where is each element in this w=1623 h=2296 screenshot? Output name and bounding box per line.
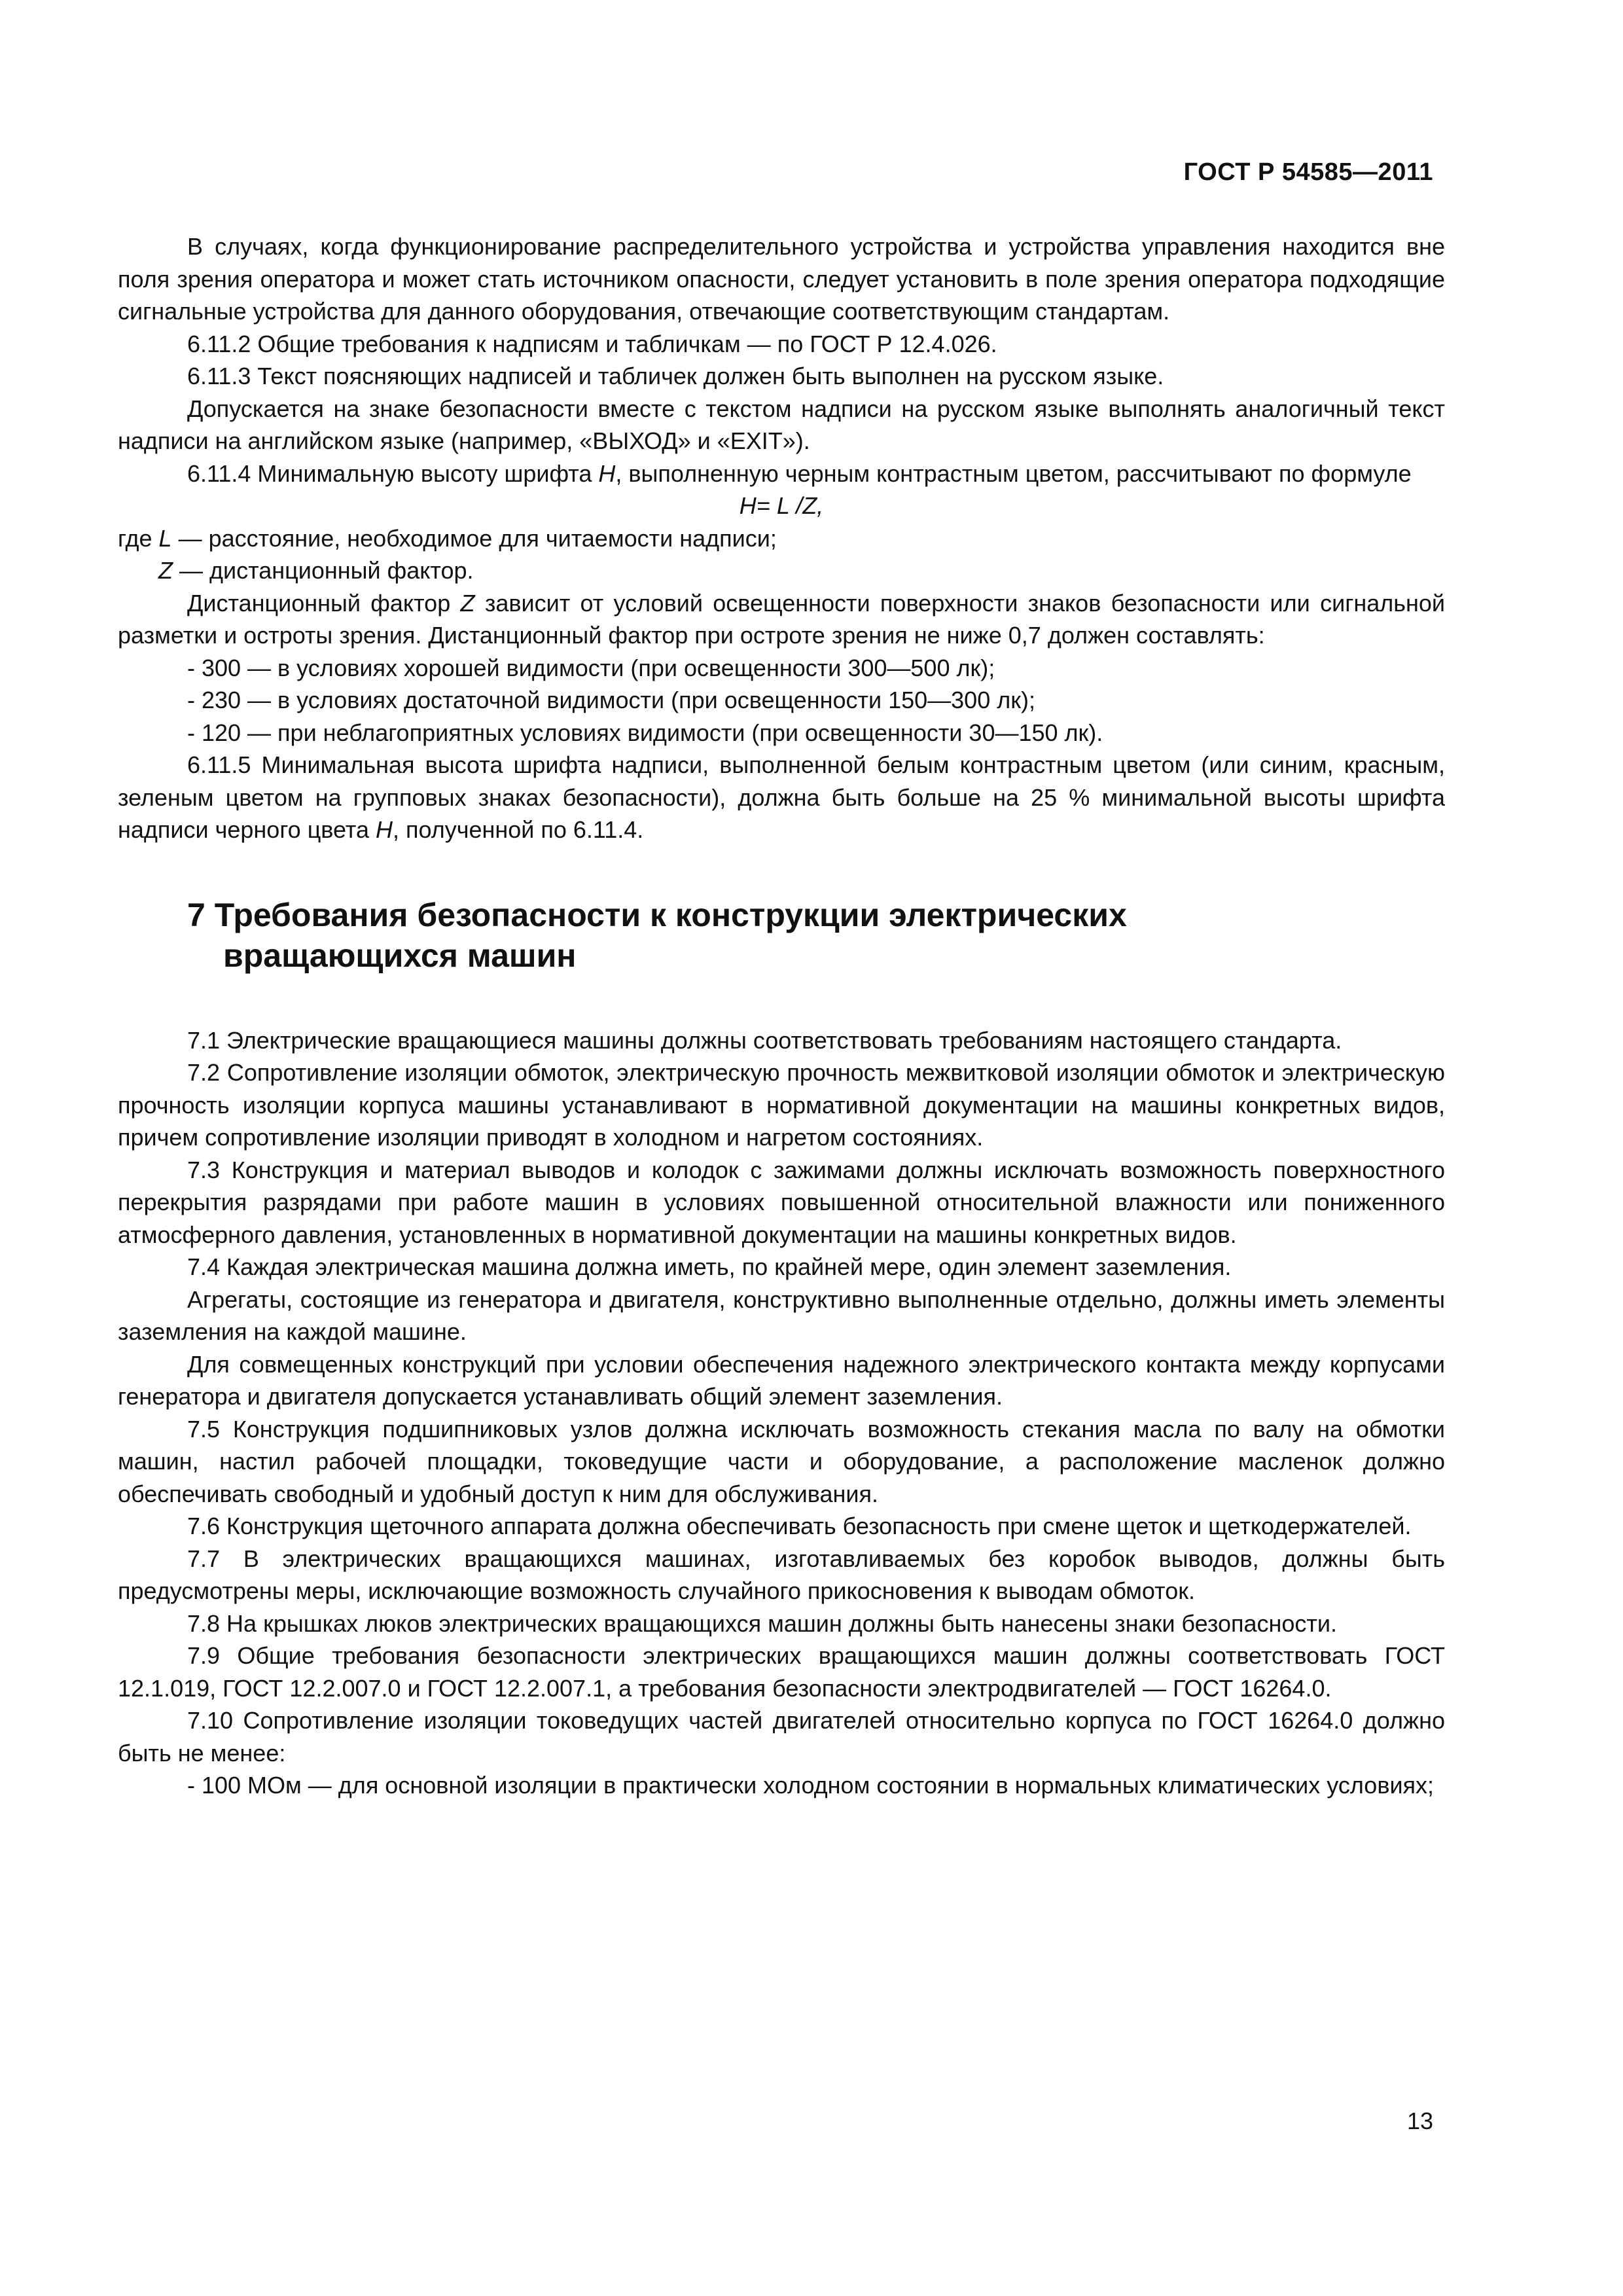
paragraph-english-text-allowance: Допускается на знаке безопасности вместе с текстом надписи на русском языке выполнять аналогичный текст надписи на английском языке (например, «ВЫХОД» и «EXIT»). xyxy=(118,395,1445,454)
paragraph-7-6: 7.6 Конструкция щеточного аппарата должна обеспечивать безопасность при смене щеток и щеткодержателей. xyxy=(187,1513,1412,1539)
paragraph-6-11-2: 6.11.2 Общие требования к надписям и табличкам — по ГОСТ Р 12.4.026. xyxy=(187,330,997,357)
text-run: 6.11.4 Минимальную высоту шрифта xyxy=(187,459,599,487)
page-number: 13 xyxy=(1406,2108,1433,2134)
paragraph-7-10: 7.10 Сопротивление изоляции токоведущих частей двигателей относительно корпуса по ГОСТ 16264.0 должно быть не менее: xyxy=(118,1707,1445,1767)
where-line-l xyxy=(118,522,1445,555)
paragraph-aggregates: Агрегаты, состоящие из генератора и двигателя, конструктивно выполненные отдельно, должны иметь элементы заземления на каждой машине. xyxy=(118,1285,1445,1345)
where-line-z xyxy=(118,554,1445,587)
text-run: зависит от условий освещенности поверхности знаков безопасности или сигнальной разметки и остроты зрения. Дистанционный фактор при остроте зрения не ниже 0,7 должен составлять: xyxy=(118,589,1445,649)
variable-z: Z xyxy=(158,557,173,584)
text-run: — расстояние, необходимое для читаемости надписи; xyxy=(171,524,777,552)
list-item: - 230 — в условиях достаточной видимости (при освещенности 150—300 лк); xyxy=(187,687,1035,713)
paragraph-signal-devices: В случаях, когда функционирование распределительного устройства и устройства управления находится вне поля зрения оператора и может стать источником опасности, следует установить в поле зрения оператора подходящие сигнальные устройства для данного оборудования, отвечающие соответствующим стандартам. xyxy=(118,233,1445,325)
list-item: - 300 — в условиях хорошей видимости (при освещенности 300—500 лк); xyxy=(187,654,995,681)
paragraph-6-11-5 xyxy=(118,749,1445,846)
variable-h: H xyxy=(598,459,616,487)
paragraph-7-7: 7.7 В электрических вращающихся машинах, изготавливаемых без коробок выводов, должны быть предусмотрены меры, исключающие возможность случайного прикосновения к выводам обмоток. xyxy=(118,1545,1445,1604)
paragraph-7-1: 7.1 Электрические вращающиеся машины должны соответствовать требованиям настоящего стандарта. xyxy=(187,1026,1342,1054)
paragraph-distance-factor xyxy=(118,587,1445,652)
paragraph-combined-constructions: Для совмещенных конструкций при условии обеспечения надежного электрического контакта между корпусами генератора и двигателя допускается устанавливать общий элемент заземления. xyxy=(118,1350,1445,1410)
paragraph-7-5: 7.5 Конструкция подшипниковых узлов должна исключать возможность стекания масла по валу на обмотки машин, настил рабочей площадки, токоведущие части и оборудование, а расположение масленок должно обеспечивать свободный и удобный доступ к ним для обслуживания. xyxy=(118,1415,1445,1507)
heading-line: 7 Требования безопасности к конструкции электрических xyxy=(187,896,1127,933)
text-run: , выполненную черным контрастным цветом, рассчитывают по формуле xyxy=(615,459,1412,487)
paragraph-6-11-3: 6.11.3 Текст поясняющих надписей и табличек должен быть выполнен на русском языке. xyxy=(187,363,1164,389)
standard-header: ГОСТ Р 54585—2011 xyxy=(1183,158,1433,186)
heading-line: вращающихся машин xyxy=(223,937,577,974)
section-7-heading xyxy=(187,895,1445,976)
paragraph-6-11-4 xyxy=(118,457,1445,490)
text-run: , полученной по 6.11.4. xyxy=(392,816,644,843)
variable-h: H xyxy=(375,816,393,843)
list-item: - 120 — при неблагоприятных условиях видимости (при освещенности 30—150 лк). xyxy=(187,719,1103,746)
formula: H= L /Z, xyxy=(739,492,824,519)
paragraph-7-4: 7.4 Каждая электрическая машина должна иметь, по крайней мере, один элемент заземления. xyxy=(187,1253,1232,1280)
paragraph-7-3: 7.3 Конструкция и материал выводов и колодок с зажимами должны исключать возможность поверхностного перекрытия разрядами при работе машин в условиях повышенной относительной влажности или пониженного атмосферного давления, установленных в нормативной документации на машины конкретных видов. xyxy=(118,1156,1445,1248)
list-item: - 100 МОм — для основной изоляции в практически холодном состоянии в нормальных климатических условиях; xyxy=(187,1772,1435,1799)
variable-z: Z xyxy=(460,589,475,617)
paragraph-7-9: 7.9 Общие требования безопасности электрических вращающихся машин должны соответствовать ГОСТ 12.1.019, ГОСТ 12.2.007.0 и ГОСТ 12.2.007.1, а требования безопасности электродвигателей — ГОСТ 16264.0. xyxy=(118,1642,1445,1702)
text-run: где xyxy=(118,524,159,552)
paragraph-7-2: 7.2 Сопротивление изоляции обмоток, электрическую прочность межвитковой изоляции обмоток и электрическую прочность изоляции корпуса машины устанавливают в нормативной документации на машины конкретных видов, причем сопротивление изоляции приводят в холодном и нагретом состояниях. xyxy=(118,1059,1445,1151)
text-run: Дистанционный фактор xyxy=(187,589,461,617)
text-run: 6.11.5 Минимальная высота шрифта надписи, выполненной белым контрастным цветом (или синим, красным, зеленым цветом на групповых знаках безопасности), должна быть больше на 25 % минимальной высоты шрифта надписи черного цвета xyxy=(118,751,1445,843)
variable-l: L xyxy=(158,524,172,552)
paragraph-7-8: 7.8 На крышках люков электрических вращающихся машин должны быть нанесены знаки безопасности. xyxy=(187,1609,1338,1637)
document-body xyxy=(118,230,1445,1802)
text-run: — дистанционный фактор. xyxy=(173,557,474,584)
